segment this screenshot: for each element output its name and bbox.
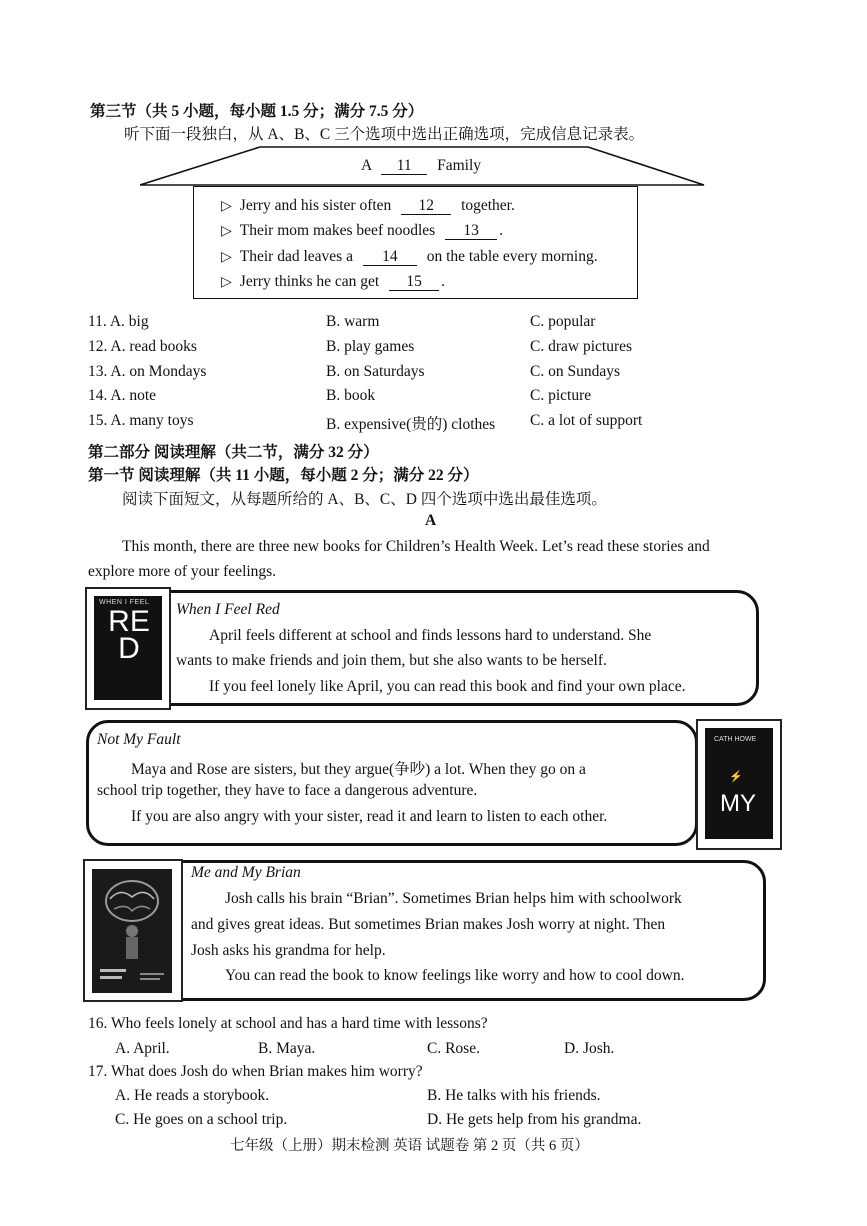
record-row-14: ▷ Their dad leaves a 14 on the table every morning. (221, 248, 598, 265)
question-16-option-d[interactable]: D. Josh. (564, 1040, 615, 1057)
record-row-12: ▷ Jerry and his sister often 12 together. (221, 197, 515, 214)
book-cover-brian (92, 869, 172, 993)
blank-15[interactable]: 15 (389, 274, 439, 291)
option-12-b[interactable]: B. play games (326, 338, 415, 355)
passage-intro-line2: explore more of your feelings. (88, 563, 277, 580)
house-title: A 11 Family (361, 157, 482, 174)
book-line: If you are also angry with your sister, read it and learn to listen to each other. (131, 808, 608, 825)
option-11-a[interactable]: 11. A. big (88, 313, 149, 330)
part2-section1-header: 第一节 阅读理解（共 11 小题，每小题 2 分；满分 22 分） (88, 467, 479, 484)
option-12-a[interactable]: 12. A. read books (88, 338, 197, 355)
blank-12[interactable]: 12 (401, 198, 451, 215)
option-11-c[interactable]: C. popular (530, 313, 596, 330)
question-17-option-d[interactable]: D. He gets help from his grandma. (427, 1111, 642, 1128)
option-14-c[interactable]: C. picture (530, 387, 592, 404)
option-14-b[interactable]: B. book (326, 387, 376, 404)
cover-author-text: CATH HOWE (714, 736, 757, 743)
part2-header: 第二部分 阅读理解（共二节，满分 32 分） (88, 444, 379, 461)
option-15-c[interactable]: C. a lot of support (530, 412, 643, 429)
part2-instruction: 阅读下面短文，从每题所给的 A、B、C、D 四个选项中选出最佳选项。 (122, 491, 607, 508)
book-cover-red (94, 596, 162, 700)
book-line: Josh calls his brain “Brian”. Sometimes Brian helps him with schoolwork (225, 890, 682, 907)
book-title: Me and My Brian (191, 864, 301, 881)
option-15-b[interactable]: B. expensive(贵的) clothes (326, 416, 496, 433)
triangle-arrow-icon: ▷ (221, 250, 232, 265)
book-line: and gives great ideas. But sometimes Brian makes Josh worry at night. Then (191, 916, 666, 933)
option-13-c[interactable]: C. on Sundays (530, 363, 620, 380)
brain-illustration-icon (92, 869, 172, 993)
question-17-option-c[interactable]: C. He goes on a school trip. (115, 1111, 288, 1128)
book-line: school trip together, they have to face a dangerous adventure. (97, 782, 478, 799)
question-17-option-a[interactable]: A. He reads a storybook. (115, 1087, 270, 1104)
cover-big-title: MY (720, 790, 756, 817)
lightning-icon: ⚡ (729, 771, 743, 783)
blank-13[interactable]: 13 (445, 223, 497, 240)
question-16-option-a[interactable]: A. April. (115, 1040, 170, 1057)
page-footer: 七年级（上册）期末检测 英语 试题卷 第 2 页（共 6 页） (230, 1138, 589, 1154)
cover-big-title: RED (108, 605, 150, 665)
cover-author-text: WHEN I FEEL (99, 599, 150, 606)
book-line: wants to make friends and join them, but she also wants to be herself. (176, 652, 607, 669)
book-line: You can read the book to know feelings like worry and how to cool down. (225, 967, 685, 984)
blank-14[interactable]: 14 (363, 249, 417, 266)
book-line: If you feel lonely like April, you can read this book and find your own place. (209, 678, 686, 695)
option-13-a[interactable]: 13. A. on Mondays (88, 363, 207, 380)
triangle-arrow-icon: ▷ (221, 199, 232, 214)
book-line: April feels different at school and finds lessons hard to understand. She (209, 627, 652, 644)
section3-header: 第三节（共 5 小题，每小题 1.5 分；满分 7.5 分） (90, 103, 424, 120)
option-11-b[interactable]: B. warm (326, 313, 380, 330)
option-13-b[interactable]: B. on Saturdays (326, 363, 425, 380)
option-15-a[interactable]: 15. A. many toys (88, 412, 194, 429)
book-title: When I Feel Red (176, 601, 280, 618)
option-14-a[interactable]: 14. A. note (88, 387, 157, 404)
passage-label: A (425, 512, 437, 529)
book-line: Maya and Rose are sisters, but they argue(争吵) a lot. When they go on a (131, 761, 586, 778)
question-16-option-b[interactable]: B. Maya. (258, 1040, 316, 1057)
section3-instruction: 听下面一段独白，从 A、B、C 三个选项中选出正确选项，完成信息记录表。 (124, 126, 645, 143)
book-title: Not My Fault (97, 731, 181, 748)
record-row-13: ▷ Their mom makes beef noodles 13 . (221, 222, 503, 239)
question-17-stem: 17. What does Josh do when Brian makes him worry? (88, 1063, 423, 1080)
record-row-15: ▷ Jerry thinks he can get 15 . (221, 273, 445, 290)
option-12-c[interactable]: C. draw pictures (530, 338, 633, 355)
question-16-stem: 16. Who feels lonely at school and has a hard time with lessons? (88, 1015, 488, 1032)
passage-intro-line1: This month, there are three new books for Children’s Health Week. Let’s read these stories and (122, 538, 710, 555)
question-16-option-c[interactable]: C. Rose. (427, 1040, 480, 1057)
question-17-option-b[interactable]: B. He talks with his friends. (427, 1087, 601, 1104)
triangle-arrow-icon: ▷ (221, 275, 232, 290)
blank-11[interactable]: 11 (381, 158, 427, 175)
book-line: Josh asks his grandma for help. (191, 942, 386, 959)
triangle-arrow-icon: ▷ (221, 224, 232, 239)
book-cover-my (705, 728, 773, 839)
